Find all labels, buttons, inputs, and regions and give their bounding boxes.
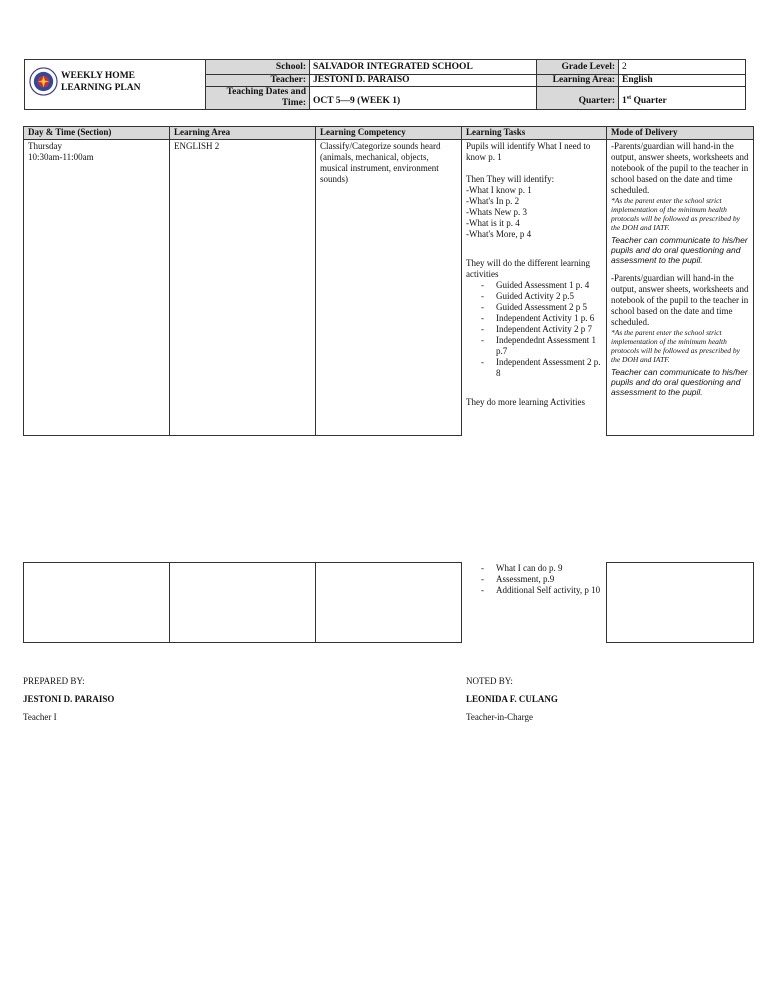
time-text: 10:30am-11:00am — [28, 152, 94, 162]
communication-note-1: Teacher can communicate to his/her pupils and do oral questioning and assessment to the pupil. — [611, 235, 748, 265]
col-header-competency: Learning Competency — [316, 127, 462, 140]
prepared-label: PREPARED BY: — [23, 676, 85, 686]
list-item: - Assessment, p.9 — [496, 574, 602, 585]
dates-label: Teaching Dates and Time: — [206, 87, 310, 110]
day-time-cell — [24, 140, 170, 436]
teacher-value: JESTONI D. PARAISO — [310, 75, 537, 87]
communication-note-2: Teacher can communicate to his/her pupils and do oral questioning and assessment to the pupil. — [611, 367, 748, 397]
tasks-cell-cont — [462, 563, 607, 643]
school-label: School: — [206, 60, 310, 75]
learning-area-cell-cont — [170, 563, 316, 643]
mode-cell — [607, 140, 754, 436]
col-header-mode: Mode of Delivery — [607, 127, 754, 140]
col-header-area: Learning Area — [170, 127, 316, 140]
noted-name: LEONIDA F. CULANG — [466, 694, 558, 704]
health-note-1: *As the parent enter the school strict implementation of the minimum health protocals will be followed as prescribed by the DOH and IATF. — [611, 196, 741, 232]
grade-label: Grade Level: — [537, 60, 619, 75]
day-time-cell-cont — [24, 563, 170, 643]
noted-label: NOTED BY: — [466, 676, 513, 686]
activities-list — [466, 280, 602, 379]
identify-item: -What is it p. 4 — [466, 218, 520, 228]
plan-table-continued — [23, 562, 753, 643]
identify-item: -What's More, p 4 — [466, 229, 532, 239]
day-text: Thursday — [28, 141, 62, 151]
list-item: - Independent Assessment 2 p. 8 — [496, 357, 602, 379]
plan-title-line1: WEEKLY HOME — [61, 71, 135, 81]
list-item: - Guided Assessment 1 p. 4 — [496, 280, 602, 291]
mode-para-1: -Parents/guardian will hand-in the output, answer sheets, worksheets and notebook of the pupil to the teacher in school based on the date and time scheduled. — [611, 141, 749, 195]
quarter-label: Quarter: — [537, 87, 619, 110]
list-item: - Additional Self activity, p 10 — [496, 585, 602, 596]
list-item: - Guided Assessment 2 p 5 — [496, 302, 602, 313]
identify-item: -What I know p. 1 — [466, 185, 532, 195]
prepared-name: JESTONI D. PARAISO — [23, 694, 115, 704]
logo-title-cell — [25, 60, 206, 110]
prepared-by-block — [23, 676, 114, 723]
prepared-title: Teacher I — [23, 712, 57, 722]
area-label: Learning Area: — [537, 75, 619, 87]
health-note-2: *As the parent enter the school strict implementation of the minimum health protocols will be followed as prescribed by the DOH and IATF. — [611, 328, 741, 364]
list-item: - Independent Activity 1 p. 6 — [496, 313, 602, 324]
list-item: - Independednt Assessment 1 p.7 — [496, 335, 602, 357]
grade-value: 2 — [619, 60, 746, 75]
col-header-tasks: Learning Tasks — [462, 127, 607, 140]
noted-by-block — [466, 676, 558, 723]
header-table — [24, 59, 745, 108]
plan-title-line2: LEARNING PLAN — [61, 83, 141, 93]
list-item: - What I can do p. 9 — [496, 563, 602, 574]
list-item: - Guided Activity 2 p.5 — [496, 291, 602, 302]
quarter-value: 1st Quarter — [619, 87, 746, 110]
noted-title: Teacher-in-Charge — [466, 712, 533, 722]
identify-intro: Then They will identify: — [466, 174, 555, 184]
school-value: SALVADOR INTEGRATED SCHOOL — [310, 60, 537, 75]
col-header-day: Day & Time (Section) — [24, 127, 170, 140]
teacher-label: Teacher: — [206, 75, 310, 87]
identify-item: -Whats New p. 3 — [466, 207, 527, 217]
deped-seal-icon — [29, 67, 58, 96]
more-activities: They do more learning Activities — [466, 397, 585, 407]
identify-item: -What's In p. 2 — [466, 196, 520, 206]
competency-cell-cont — [316, 563, 462, 643]
dates-value: OCT 5—9 (WEEK 1) — [310, 87, 537, 110]
learning-area-cell: ENGLISH 2 — [170, 140, 316, 436]
list-item: - Independent Activity 2 p 7 — [496, 324, 602, 335]
activities-intro: They will do the different learning activities — [466, 258, 591, 279]
competency-cell: Classify/Categorize sounds heard (animals, mechanical, objects, musical instrument, environment sounds) — [316, 140, 462, 436]
tasks-intro: Pupils will identify What I need to know p. 1 — [466, 141, 591, 162]
continued-activities-list — [466, 563, 602, 596]
mode-cell-cont — [607, 563, 754, 643]
plan-table — [23, 126, 753, 438]
mode-para-2: -Parents/guardian will hand-in the output, answer sheets, worksheets and notebook of the pupil to the teacher in school based on the date and time scheduled. — [611, 273, 749, 327]
tasks-cell — [462, 140, 607, 436]
area-value: English — [619, 75, 746, 87]
